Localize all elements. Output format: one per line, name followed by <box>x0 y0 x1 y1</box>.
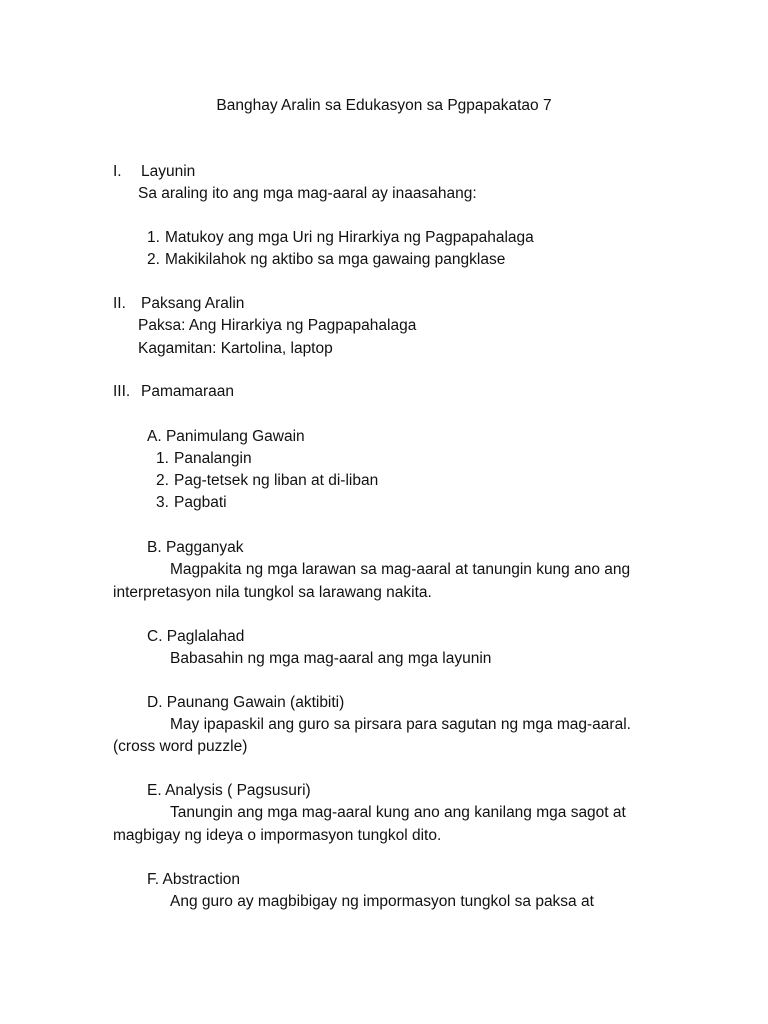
section-2-numeral: II. <box>113 295 126 312</box>
section-2-title: Paksang Aralin <box>141 295 245 312</box>
paragraph-line: Tanungin ang mga mag-aaral kung ano ang kanilang mga sagot at <box>170 804 626 821</box>
subsection-b-heading: B. Pagganyak <box>147 539 244 556</box>
section-3-heading <box>113 381 234 403</box>
document-title: Banghay Aralin sa Edukasyon sa Pgpapakatao 7 <box>216 97 552 114</box>
list-item: 2. Makikilahok ng aktibo sa mga gawaing pangklase <box>147 251 506 268</box>
subsection-a-heading: A. Panimulang Gawain <box>147 428 305 445</box>
section-1-title: Layunin <box>141 163 196 180</box>
list-item: 1. Matukoy ang mga Uri ng Hirarkiya ng Pagpapahalaga <box>147 229 534 246</box>
section-1-numeral: I. <box>113 163 122 180</box>
section-2-heading <box>113 293 244 315</box>
section-1-heading <box>113 161 195 183</box>
list-item: 2. Pag-tetsek ng liban at di-liban <box>156 472 379 489</box>
subsection-e-heading: E. Analysis ( Pagsusuri) <box>147 782 311 799</box>
section-1-intro: Sa araling ito ang mga mag-aaral ay inaasahang: <box>138 185 477 202</box>
section-3-title: Pamamaraan <box>141 383 235 400</box>
list-item: 3. Pagbati <box>156 494 227 511</box>
paragraph-line: May ipapaskil ang guro sa pirsara para sagutan ng mga mag-aaral. <box>170 716 631 733</box>
section-3-numeral: III. <box>113 383 131 400</box>
paragraph-line: Babasahin ng mga mag-aaral ang mga layunin <box>170 650 492 667</box>
paragraph-line: Ang guro ay magbibigay ng impormasyon tungkol sa paksa at <box>170 893 594 910</box>
paragraph-line: interpretasyon nila tungkol sa larawang nakita. <box>113 584 432 601</box>
list-item: 1. Panalangin <box>156 450 252 467</box>
paksa-line: Paksa: Ang Hirarkiya ng Pagpapahalaga <box>138 317 417 334</box>
paragraph-line: magbigay ng ideya o impormasyon tungkol dito. <box>113 827 442 844</box>
paragraph-line: (cross word puzzle) <box>113 738 248 755</box>
paragraph-line: Magpakita ng mga larawan sa mag-aaral at tanungin kung ano ang <box>170 561 631 578</box>
kagamitan-line: Kagamitan: Kartolina, laptop <box>138 340 333 357</box>
subsection-d-heading: D. Paunang Gawain (aktibiti) <box>147 694 345 711</box>
subsection-c-heading: C. Paglalahad <box>147 628 245 645</box>
subsection-f-heading: F. Abstraction <box>147 871 241 888</box>
